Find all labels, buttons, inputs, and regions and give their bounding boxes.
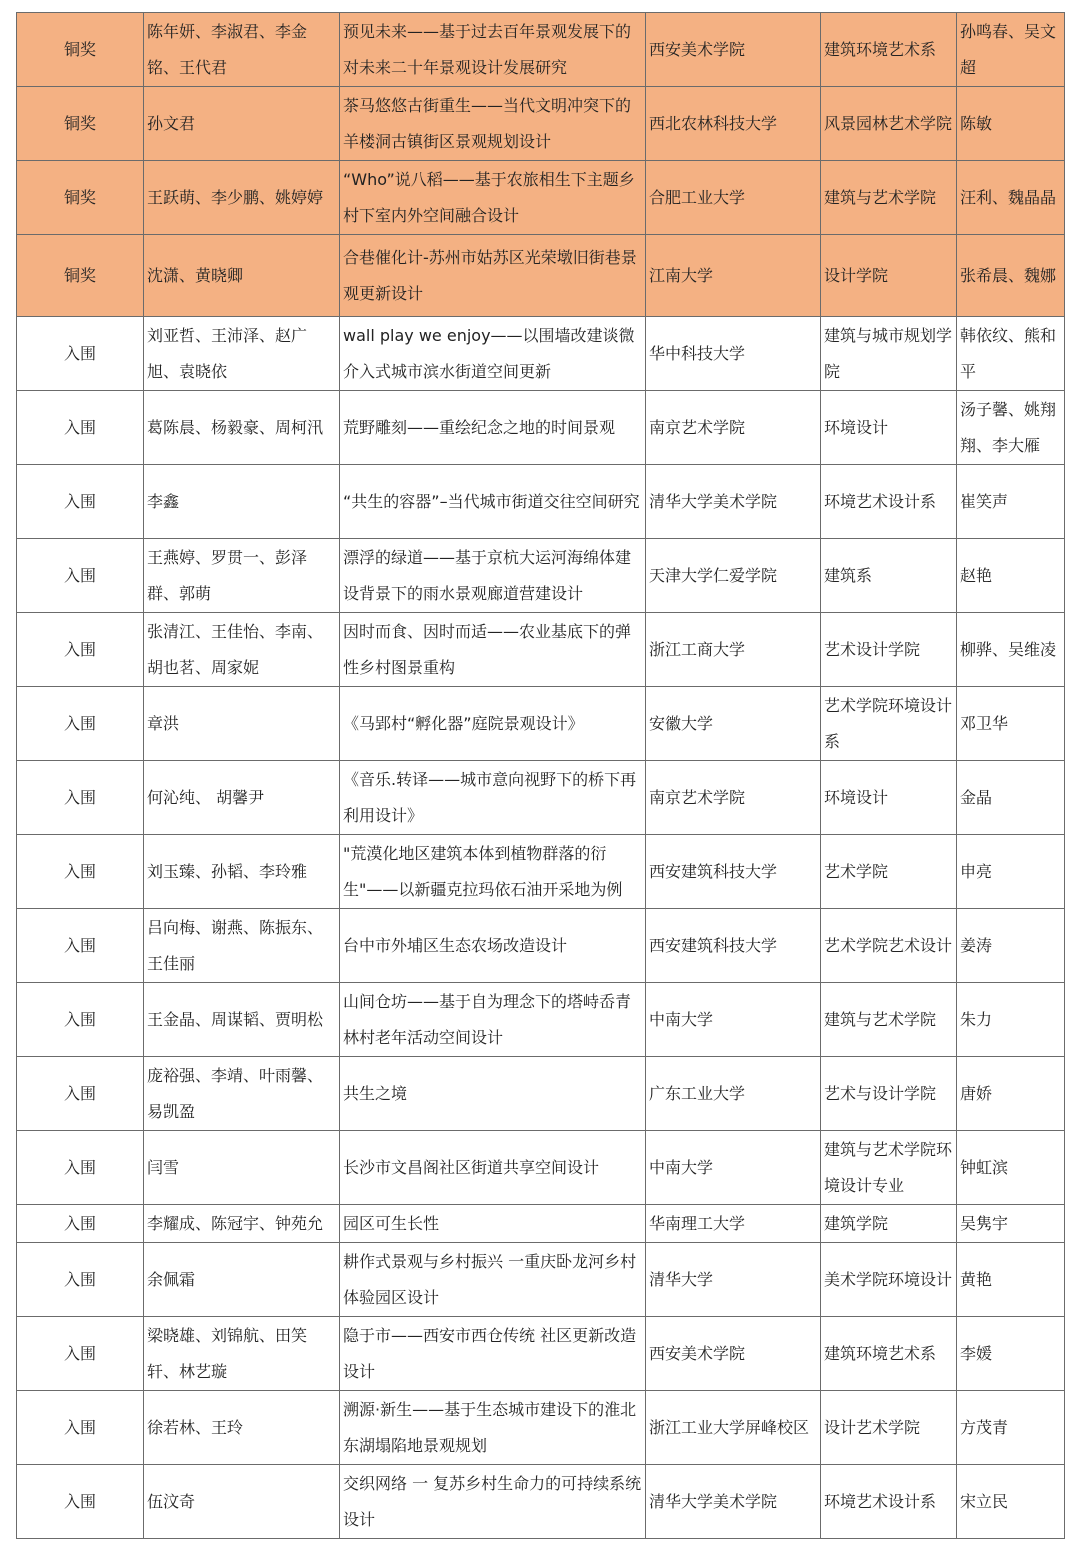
- title-cell: “Who”说八稻——基于农旅相生下主题乡村下室内外空间融合设计: [340, 161, 646, 235]
- school-cell: 浙江工业大学屏峰校区: [646, 1391, 821, 1465]
- table-row: [17, 1391, 1065, 1465]
- table-row: [17, 13, 1065, 87]
- school-cell: 清华大学: [646, 1243, 821, 1317]
- table-row: [17, 161, 1065, 235]
- dept-cell: 建筑与城市规划学院: [821, 317, 957, 391]
- names-cell: 陈年妍、李淑君、李金铭、王代君: [144, 13, 340, 87]
- school-cell: 浙江工商大学: [646, 613, 821, 687]
- names-cell: 徐若林、王玲: [144, 1391, 340, 1465]
- award-cell: 铜奖: [17, 87, 144, 161]
- award-cell: 入围: [17, 613, 144, 687]
- award-cell: 入围: [17, 687, 144, 761]
- title-cell: 《马郢村“孵化器”庭院景观设计》: [340, 687, 646, 761]
- dept-cell: 建筑与艺术学院: [821, 983, 957, 1057]
- names-cell: 何沁纯、 胡馨尹: [144, 761, 340, 835]
- table-row: [17, 983, 1065, 1057]
- title-cell: 《音乐.转译——城市意向视野下的桥下再利用设计》: [340, 761, 646, 835]
- names-cell: 刘玉臻、孙韬、李玲雅: [144, 835, 340, 909]
- dept-cell: 建筑与艺术学院环境设计专业: [821, 1131, 957, 1205]
- names-cell: 伍汶奇: [144, 1465, 340, 1539]
- table-row: [17, 835, 1065, 909]
- advisor-cell: 汪利、魏晶晶: [957, 161, 1065, 235]
- names-cell: 闫雪: [144, 1131, 340, 1205]
- names-cell: 庞裕强、李靖、叶雨馨、易凯盈: [144, 1057, 340, 1131]
- title-cell: 交织网络 一 复苏乡村生命力的可持续系统设计: [340, 1465, 646, 1539]
- school-cell: 广东工业大学: [646, 1057, 821, 1131]
- dept-cell: 建筑环境艺术系: [821, 13, 957, 87]
- school-cell: 合肥工业大学: [646, 161, 821, 235]
- table-row: [17, 761, 1065, 835]
- school-cell: 江南大学: [646, 235, 821, 317]
- title-cell: "荒漠化地区建筑本体到植物群落的衍生"——以新疆克拉玛依石油开采地为例: [340, 835, 646, 909]
- award-cell: 入围: [17, 1243, 144, 1317]
- award-cell: 入围: [17, 539, 144, 613]
- advisor-cell: 陈敏: [957, 87, 1065, 161]
- title-cell: 山间仓坊——基于自为理念下的塔峙岙青林村老年活动空间设计: [340, 983, 646, 1057]
- names-cell: 章洪: [144, 687, 340, 761]
- school-cell: 清华大学美术学院: [646, 465, 821, 539]
- table-row: [17, 1243, 1065, 1317]
- award-cell: 入围: [17, 391, 144, 465]
- dept-cell: 建筑学院: [821, 1205, 957, 1243]
- title-cell: 台中市外埔区生态农场改造设计: [340, 909, 646, 983]
- title-cell: 因时而食、因时而适——农业基底下的弹性乡村图景重构: [340, 613, 646, 687]
- names-cell: 孙文君: [144, 87, 340, 161]
- advisor-cell: 方茂青: [957, 1391, 1065, 1465]
- names-cell: 王金晶、周谋韬、贾明松: [144, 983, 340, 1057]
- school-cell: 西安建筑科技大学: [646, 835, 821, 909]
- advisor-cell: 崔笑声: [957, 465, 1065, 539]
- advisor-cell: 申亮: [957, 835, 1065, 909]
- names-cell: 吕向梅、谢燕、陈振东、王佳丽: [144, 909, 340, 983]
- title-cell: “共生的容器”–当代城市街道交往空间研究: [340, 465, 646, 539]
- names-cell: 李鑫: [144, 465, 340, 539]
- dept-cell: 环境设计: [821, 761, 957, 835]
- names-cell: 李耀成、陈冠宇、钟苑允: [144, 1205, 340, 1243]
- advisor-cell: 柳骅、吴维凌: [957, 613, 1065, 687]
- school-cell: 西安美术学院: [646, 13, 821, 87]
- school-cell: 南京艺术学院: [646, 391, 821, 465]
- title-cell: 合巷催化计-苏州市姑苏区光荣墩旧街巷景观更新设计: [340, 235, 646, 317]
- dept-cell: 建筑系: [821, 539, 957, 613]
- school-cell: 西安建筑科技大学: [646, 909, 821, 983]
- advisor-cell: 孙鸣春、吴文超: [957, 13, 1065, 87]
- dept-cell: 艺术学院艺术设计: [821, 909, 957, 983]
- title-cell: 园区可生长性: [340, 1205, 646, 1243]
- advisor-cell: 李媛: [957, 1317, 1065, 1391]
- dept-cell: 建筑环境艺术系: [821, 1317, 957, 1391]
- advisor-cell: 金晶: [957, 761, 1065, 835]
- advisor-cell: 韩依纹、熊和平: [957, 317, 1065, 391]
- table-row: [17, 87, 1065, 161]
- table-row: [17, 909, 1065, 983]
- table-row: [17, 1131, 1065, 1205]
- school-cell: 西北农林科技大学: [646, 87, 821, 161]
- names-cell: 余佩霜: [144, 1243, 340, 1317]
- title-cell: 漂浮的绿道——基于京杭大运河海绵体建设背景下的雨水景观廊道营建设计: [340, 539, 646, 613]
- advisor-cell: 吴隽宇: [957, 1205, 1065, 1243]
- award-cell: 入围: [17, 1391, 144, 1465]
- names-cell: 刘亚哲、王沛泽、赵广旭、袁晓依: [144, 317, 340, 391]
- award-cell: 入围: [17, 1317, 144, 1391]
- dept-cell: 风景园林艺术学院: [821, 87, 957, 161]
- title-cell: wall play we enjoy——以围墙改建谈微介入式城市滨水街道空间更新: [340, 317, 646, 391]
- table-row: [17, 1205, 1065, 1243]
- dept-cell: 艺术与设计学院: [821, 1057, 957, 1131]
- table-row: [17, 317, 1065, 391]
- dept-cell: 环境设计: [821, 391, 957, 465]
- advisor-cell: 宋立民: [957, 1465, 1065, 1539]
- dept-cell: 环境艺术设计系: [821, 1465, 957, 1539]
- dept-cell: 环境艺术设计系: [821, 465, 957, 539]
- award-cell: 铜奖: [17, 235, 144, 317]
- school-cell: 南京艺术学院: [646, 761, 821, 835]
- school-cell: 华南理工大学: [646, 1205, 821, 1243]
- names-cell: 王燕婷、罗贯一、彭泽群、郭萌: [144, 539, 340, 613]
- names-cell: 沈潇、黄晓卿: [144, 235, 340, 317]
- award-cell: 入围: [17, 761, 144, 835]
- title-cell: 长沙市文昌阁社区街道共享空间设计: [340, 1131, 646, 1205]
- school-cell: 中南大学: [646, 983, 821, 1057]
- school-cell: 西安美术学院: [646, 1317, 821, 1391]
- title-cell: 溯源·新生——基于生态城市建设下的淮北东湖塌陷地景观规划: [340, 1391, 646, 1465]
- results-table-page: [16, 12, 1064, 1539]
- title-cell: 共生之境: [340, 1057, 646, 1131]
- school-cell: 华中科技大学: [646, 317, 821, 391]
- title-cell: 预见未来——基于过去百年景观发展下的对未来二十年景观设计发展研究: [340, 13, 646, 87]
- award-cell: 铜奖: [17, 161, 144, 235]
- advisor-cell: 邓卫华: [957, 687, 1065, 761]
- table-row: [17, 235, 1065, 317]
- award-results-table: [16, 12, 1065, 1539]
- advisor-cell: 姜涛: [957, 909, 1065, 983]
- table-row: [17, 613, 1065, 687]
- award-cell: 入围: [17, 1205, 144, 1243]
- advisor-cell: 钟虹滨: [957, 1131, 1065, 1205]
- names-cell: 葛陈晨、杨毅豪、周柯汛: [144, 391, 340, 465]
- school-cell: 清华大学美术学院: [646, 1465, 821, 1539]
- dept-cell: 美术学院环境设计: [821, 1243, 957, 1317]
- dept-cell: 艺术设计学院: [821, 613, 957, 687]
- school-cell: 天津大学仁爱学院: [646, 539, 821, 613]
- names-cell: 王跃萌、李少鹏、姚婷婷: [144, 161, 340, 235]
- dept-cell: 艺术学院环境设计系: [821, 687, 957, 761]
- advisor-cell: 朱力: [957, 983, 1065, 1057]
- advisor-cell: 赵艳: [957, 539, 1065, 613]
- advisor-cell: 张希晨、魏娜: [957, 235, 1065, 317]
- award-cell: 入围: [17, 835, 144, 909]
- table-row: [17, 1057, 1065, 1131]
- dept-cell: 设计学院: [821, 235, 957, 317]
- table-row: [17, 1317, 1065, 1391]
- advisor-cell: 黄艳: [957, 1243, 1065, 1317]
- table-row: [17, 1465, 1065, 1539]
- dept-cell: 建筑与艺术学院: [821, 161, 957, 235]
- advisor-cell: 唐娇: [957, 1057, 1065, 1131]
- title-cell: 茶马悠悠古街重生——当代文明冲突下的羊楼洞古镇街区景观规划设计: [340, 87, 646, 161]
- award-cell: 入围: [17, 317, 144, 391]
- school-cell: 安徽大学: [646, 687, 821, 761]
- award-cell: 入围: [17, 465, 144, 539]
- advisor-cell: 汤子馨、姚翔翔、李大雁: [957, 391, 1065, 465]
- award-cell: 入围: [17, 909, 144, 983]
- table-row: [17, 539, 1065, 613]
- table-row: [17, 687, 1065, 761]
- title-cell: 荒野雕刻——重绘纪念之地的时间景观: [340, 391, 646, 465]
- table-row: [17, 391, 1065, 465]
- school-cell: 中南大学: [646, 1131, 821, 1205]
- names-cell: 张清江、王佳怡、李南、胡也茗、周家妮: [144, 613, 340, 687]
- award-cell: 铜奖: [17, 13, 144, 87]
- dept-cell: 设计艺术学院: [821, 1391, 957, 1465]
- title-cell: 隐于市——西安市西仓传统 社区更新改造设计: [340, 1317, 646, 1391]
- award-cell: 入围: [17, 1057, 144, 1131]
- table-row: [17, 465, 1065, 539]
- title-cell: 耕作式景观与乡村振兴 一重庆卧龙河乡村体验园区设计: [340, 1243, 646, 1317]
- award-cell: 入围: [17, 1465, 144, 1539]
- dept-cell: 艺术学院: [821, 835, 957, 909]
- table-body: [17, 13, 1065, 1539]
- award-cell: 入围: [17, 983, 144, 1057]
- names-cell: 梁晓雄、刘锦航、田笑轩、林艺璇: [144, 1317, 340, 1391]
- award-cell: 入围: [17, 1131, 144, 1205]
